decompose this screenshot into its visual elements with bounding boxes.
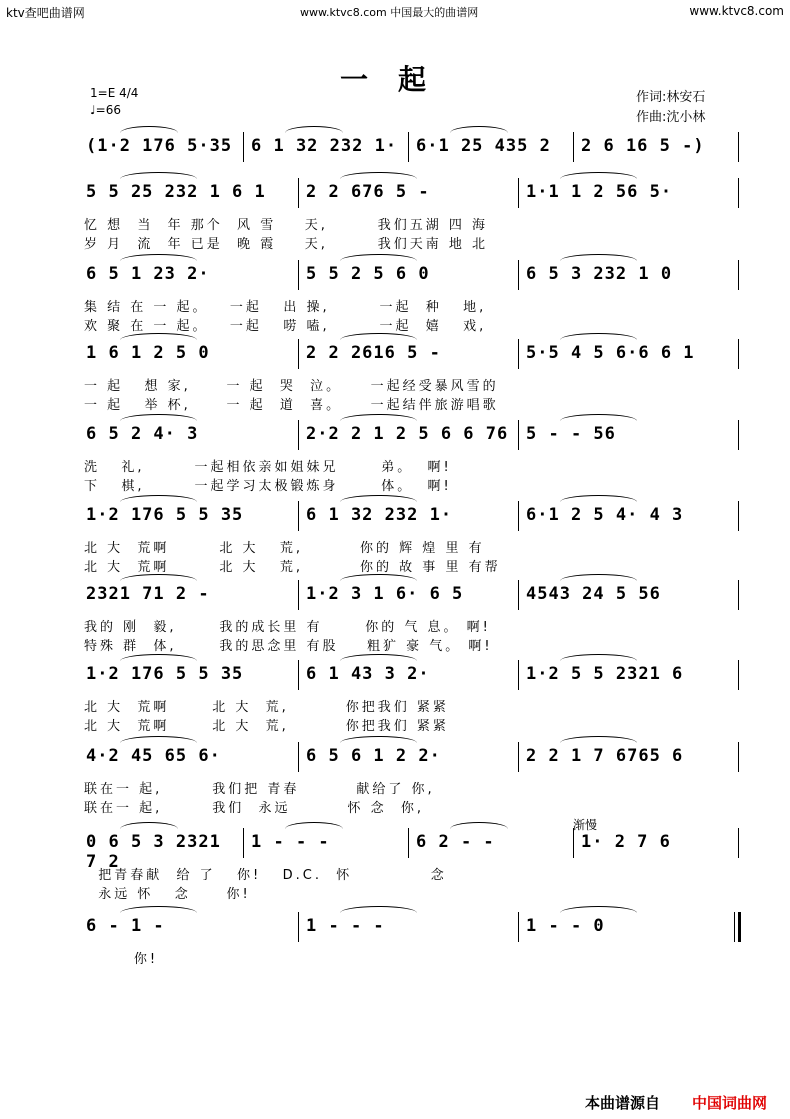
measure — [581, 136, 734, 160]
barline — [408, 132, 409, 162]
measure — [86, 182, 294, 206]
measure-notes: 6 5 2 4· 3 — [86, 424, 199, 444]
notes-line — [80, 584, 740, 608]
measure-notes: 2 2 2616 5 - — [306, 343, 441, 363]
lyric-line-2: 特殊 群 体, 我的思念里 有股 粗犷 豪 气。 啊! — [84, 639, 493, 654]
measure-notes: 1 6 1 2 5 0 — [86, 343, 210, 363]
measure — [416, 136, 569, 160]
lyric-line-1: 一 起 想 家, 一 起 哭 泣。 一起经受暴风雪的 — [84, 379, 499, 394]
measure-notes: 1·2 3 1 6· 6 5 — [306, 584, 464, 604]
lyric-line-1: 集 结 在 一 起。 一起 出 操, 一起 种 地, — [84, 300, 487, 315]
notes-line — [80, 832, 740, 872]
notes-line — [80, 264, 740, 288]
slur-icon — [340, 574, 417, 581]
barline — [738, 339, 739, 369]
slur-icon — [560, 414, 637, 421]
measure — [526, 424, 734, 448]
site-url-right[interactable]: www.ktvc8.com — [689, 4, 784, 18]
barline — [408, 828, 409, 858]
slur-icon — [450, 822, 508, 829]
measure — [86, 505, 294, 529]
slur-icon — [120, 654, 197, 661]
slur-icon — [340, 736, 417, 743]
measure-notes: 6·1 2 5 4· 4 3 — [526, 505, 684, 525]
barline — [298, 660, 299, 690]
measure-notes: 1·2 176 5 5 35 — [86, 505, 244, 525]
slur-icon — [120, 736, 197, 743]
barline — [518, 660, 519, 690]
slur-icon — [340, 414, 417, 421]
measure — [306, 746, 514, 770]
barline — [573, 132, 574, 162]
lyric-line-2: 欢 聚 在 一 起。 一起 唠 嗑, 一起 嬉 戏, — [84, 319, 487, 334]
song-title: 一起 — [340, 63, 457, 96]
lyric-line-1: 忆 想 当 年 那个 风 雪 天, 我们五湖 四 海 — [84, 218, 489, 233]
slur-icon — [120, 172, 197, 179]
measure-notes: 1·1 1 2 56 5· — [526, 182, 673, 202]
measure — [86, 832, 239, 872]
measure-notes: 2 2 676 5 - — [306, 182, 430, 202]
notes-line — [80, 424, 740, 448]
slur-icon — [285, 822, 343, 829]
slur-icon — [120, 822, 178, 829]
measure-notes: 1 - - - — [251, 832, 330, 852]
lyric-line-1: 我的 刚 毅, 我的成长里 有 你的 气 息。 啊! — [84, 620, 491, 635]
measure-notes: 1 - - 0 — [526, 916, 605, 936]
final-barline — [734, 912, 741, 942]
barline — [298, 178, 299, 208]
barline — [738, 660, 739, 690]
composer-credit: 作曲:沈小林 — [636, 110, 706, 125]
lyricist-credit: 作词:林安石 — [636, 90, 706, 105]
barline — [298, 501, 299, 531]
measure — [526, 505, 734, 529]
slur-icon — [285, 126, 343, 133]
slur-icon — [120, 254, 197, 261]
notes-line — [80, 505, 740, 529]
measure-notes: 1·2 5 5 2321 6 — [526, 664, 684, 684]
measure-notes: 4·2 45 65 6· — [86, 746, 221, 766]
barline — [243, 828, 244, 858]
measure — [526, 182, 734, 206]
barline — [518, 420, 519, 450]
measure-notes: 6·1 25 435 2 — [416, 136, 551, 156]
barline — [738, 828, 739, 858]
slur-icon — [560, 736, 637, 743]
measure-notes: (1·2 176 5·35 — [86, 136, 233, 156]
site-banner-center[interactable]: www.ktvc8.com 中国最大的曲谱网 — [300, 6, 479, 19]
measure-notes: 5·5 4 5 6·6 6 1 — [526, 343, 695, 363]
barline — [738, 132, 739, 162]
measure — [416, 832, 569, 856]
measure-notes: 6 2 - - — [416, 832, 495, 852]
lyric-line-1: 洗 礼, 一起相依亲如姐妹兄 弟。 啊! — [84, 460, 452, 475]
measure-notes: 6 5 6 1 2 2· — [306, 746, 441, 766]
lyric-line-2: 永远 怀 念 你! — [84, 887, 251, 902]
slur-icon — [120, 126, 178, 133]
measure-notes: 6 5 3 232 1 0 — [526, 264, 673, 284]
footer-site-link[interactable]: 中国词曲网 — [692, 1094, 768, 1112]
measure-notes: 1· 2 7 6 — [581, 832, 671, 852]
measure-notes: 2 6 16 5 -) — [581, 136, 705, 156]
slur-icon — [560, 906, 637, 913]
slur-icon — [560, 333, 637, 340]
footer-source-label: 本曲谱源自 — [585, 1094, 661, 1112]
lyric-line-1: 北 大 荒啊 北 大 荒, 你把我们 紧紧 — [84, 700, 449, 715]
measure-notes: 6 1 32 232 1· — [306, 505, 453, 525]
measure — [86, 343, 294, 367]
measure — [526, 664, 734, 688]
lyric-line-2: 北 大 荒啊 北 大 荒, 你把我们 紧紧 — [84, 719, 449, 734]
barline — [518, 580, 519, 610]
ritardando-mark: 渐慢 — [573, 818, 598, 832]
slur-icon — [450, 126, 508, 133]
measure — [86, 264, 294, 288]
notes-line — [80, 182, 740, 206]
measure — [306, 343, 514, 367]
measure — [526, 584, 734, 608]
slur-icon — [340, 495, 417, 502]
measure-notes: 6 1 43 3 2· — [306, 664, 430, 684]
barline — [518, 501, 519, 531]
slur-icon — [120, 333, 197, 340]
measure — [306, 424, 514, 448]
lyric-line-1: 北 大 荒啊 北 大 荒, 你的 辉 煌 里 有 — [84, 541, 485, 556]
lyric-line-2: 下 棋, 一起学习太极锻炼身 体。 啊! — [84, 479, 452, 494]
measure — [86, 746, 294, 770]
lyric-line-2: 岁 月 流 年 已是 晚 霞 天, 我们天南 地 北 — [84, 237, 489, 252]
barline — [738, 580, 739, 610]
measure — [526, 343, 734, 367]
slur-icon — [120, 414, 197, 421]
slur-icon — [340, 906, 417, 913]
measure — [581, 832, 734, 856]
barline — [518, 260, 519, 290]
key-signature: 1=E 4/4 — [90, 86, 139, 100]
slur-icon — [560, 495, 637, 502]
measure — [306, 916, 514, 940]
measure-notes: 2321 71 2 - — [86, 584, 210, 604]
notes-line — [80, 343, 740, 367]
barline — [298, 912, 299, 942]
slur-icon — [560, 254, 637, 261]
barline — [738, 178, 739, 208]
measure — [306, 182, 514, 206]
measure-notes: 2 2 1 7 6765 6 — [526, 746, 684, 766]
measure-notes: 5 5 25 232 1 6 1 — [86, 182, 266, 202]
slur-icon — [560, 654, 637, 661]
measure — [526, 746, 734, 770]
notes-line — [80, 746, 740, 770]
barline — [518, 742, 519, 772]
slur-icon — [120, 574, 197, 581]
barline — [738, 501, 739, 531]
slur-icon — [120, 906, 197, 913]
barline — [298, 742, 299, 772]
measure — [86, 424, 294, 448]
measure-notes: 5 - - 56 — [526, 424, 616, 444]
measure — [526, 916, 734, 940]
measure — [86, 584, 294, 608]
barline — [738, 420, 739, 450]
slur-icon — [560, 574, 637, 581]
measure-notes: 6 5 1 23 2· — [86, 264, 210, 284]
barline — [518, 912, 519, 942]
site-name-left[interactable]: ktv查吧曲谱网 — [6, 6, 85, 20]
slur-icon — [560, 172, 637, 179]
measure-notes: 0 6 5 3 2321 7 2 — [86, 832, 221, 872]
barline — [243, 132, 244, 162]
lyric-line-1: 把青春献 给 了 你! D.C. 怀 念 — [84, 868, 447, 883]
barline — [298, 260, 299, 290]
notes-line — [80, 664, 740, 688]
measure — [306, 505, 514, 529]
lyric-line-2: 联在一 起, 我们 永远 怀 念 你, — [84, 801, 425, 816]
measure — [251, 136, 404, 160]
notes-line — [80, 136, 740, 160]
measure-notes: 5 5 2 5 6 0 — [306, 264, 430, 284]
barline — [298, 580, 299, 610]
slur-icon — [120, 495, 197, 502]
measure — [251, 832, 404, 856]
lyric-line-2: 一 起 举 杯, 一 起 道 喜。 一起结伴旅游唱歌 — [84, 398, 499, 413]
slur-icon — [340, 172, 417, 179]
measure-notes: 6 1 32 232 1· — [251, 136, 398, 156]
barline — [518, 339, 519, 369]
lyric-line-2: 北 大 荒啊 北 大 荒, 你的 故 事 里 有帮 — [84, 560, 501, 575]
barline — [298, 420, 299, 450]
barline — [518, 178, 519, 208]
measure — [86, 136, 239, 160]
measure-notes: 6 - 1 - — [86, 916, 165, 936]
slur-icon — [340, 254, 417, 261]
measure — [306, 584, 514, 608]
barline — [738, 260, 739, 290]
lyric-line-1: 联在一 起, 我们把 青春 献给了 你, — [84, 782, 435, 797]
slur-icon — [340, 654, 417, 661]
barline — [298, 339, 299, 369]
measure — [526, 264, 734, 288]
barline — [738, 742, 739, 772]
measure — [306, 664, 514, 688]
measure-notes: 1 - - - — [306, 916, 385, 936]
tempo-marking: ♩=66 — [90, 103, 121, 117]
notes-line — [80, 916, 740, 940]
measure — [86, 916, 294, 940]
measure — [306, 264, 514, 288]
measure — [86, 664, 294, 688]
measure-notes: 4543 24 5 56 — [526, 584, 661, 604]
slur-icon — [340, 333, 417, 340]
measure-notes: 1·2 176 5 5 35 — [86, 664, 244, 684]
lyric-line-1: 你! — [84, 952, 159, 967]
measure-notes: 2·2 2 1 2 5 6 6 76 — [306, 424, 509, 444]
